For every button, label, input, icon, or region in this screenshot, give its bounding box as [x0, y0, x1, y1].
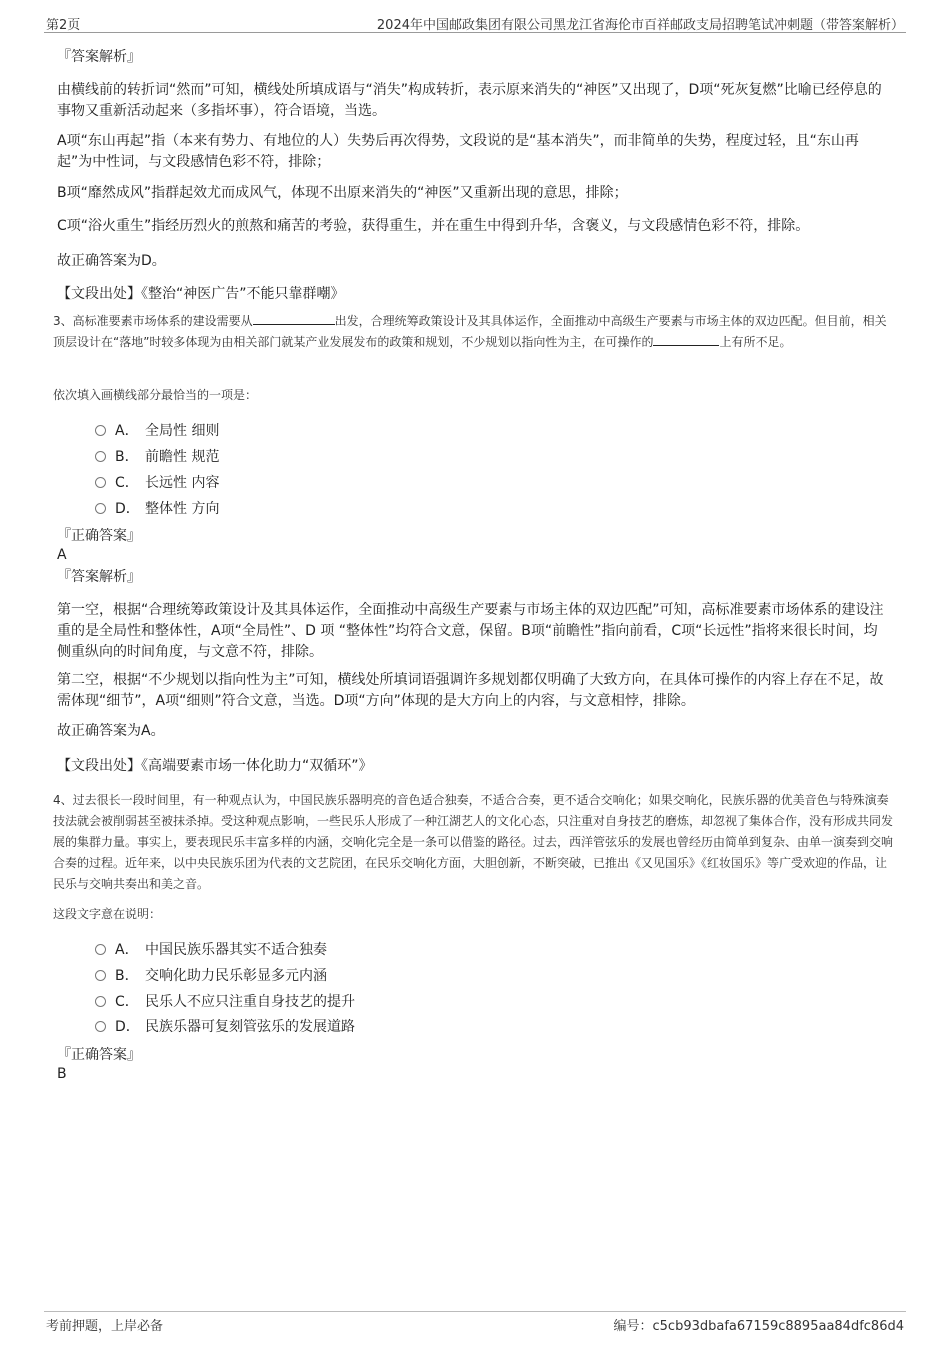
q4-option-a[interactable]: A． 中国民族乐器其实不适合独奏 [95, 939, 595, 961]
q4-prompt: 这段文字意在说明： [53, 907, 162, 921]
q4-answer: B [57, 1066, 67, 1082]
q2-analysis-paragraph-3: B项“靡然成风”指群起效尤而成风气，体现不出原来消失的“神医”又重新出现的意思，排除； [57, 185, 628, 201]
q4-option-c[interactable]: C． 民乐人不应只注重自身技艺的提升 [95, 991, 595, 1013]
q2-source: 【文段出处】《整治“神医广告”不能只靠群嘲》 [57, 286, 345, 302]
q4-answer-label: 『正确答案』 [57, 1047, 141, 1063]
q3-stem-part-1: 3、高标准要素市场体系的建设需要从 [53, 314, 253, 328]
page-header [44, 10, 906, 33]
document-id: 编号：c5cb93dbafa67159c8895aa84dfc86d4 [613, 1319, 904, 1334]
q3-analysis-paragraph-2: 第二空，根据“不少规划以指向性为主”可知，横线处所填词语强调许多规划都仅明确了大致方向，在具体可操作的内容上存在不足，故需体现“细节”，A项“细则”符合文意，当选。D项“方向”体现的是大方向上的内容，与文意相悖，排除。 [57, 672, 884, 709]
q4-option-d[interactable]: D． 民族乐器可复刻管弦乐的发展道路 [95, 1016, 595, 1038]
q3-stem-part-3: 上有所不足。 [719, 335, 792, 349]
q2-analysis-paragraph-1: 由横线前的转折词“然而”可知，横线处所填成语与“消失”构成转折，表示原来消失的“神医”又出现了，D项“死灰复燃”比喻已经停息的事物又重新活动起来（多指坏事），符合语境，当选。 [57, 82, 882, 119]
radio-icon[interactable] [95, 1021, 106, 1032]
radio-icon[interactable] [95, 425, 106, 436]
q3-stem-part-2: 出发，合理统筹政策设计及其具体运作，全面推动中高级生产要素与市场主体的双边匹配。但目前，相关顶层设计在“落地”时较多体现为由相关部门就某产业发展发布的政策和规划，不少规划以指向性为主，在可操作的 [53, 314, 887, 349]
q3-prompt: 依次填入画横线部分最恰当的一项是： [53, 388, 258, 402]
q3-blank-2 [653, 333, 719, 346]
q3-answer: A [57, 547, 67, 563]
radio-icon[interactable] [95, 996, 106, 1007]
q3-blank-1 [253, 312, 335, 325]
q3-option-b[interactable]: B． 前瞻性 规范 [95, 446, 595, 468]
q3-analysis-paragraph-1: 第一空，根据“合理统筹政策设计及其具体运作，全面推动中高级生产要素与市场主体的双边匹配”可知，高标准要素市场体系的建设注重的是全局性和整体性，A项“全局性”、D 项 “整体性”均符合文意，保留。B项“前瞻性”指向前看，C项“长远性”指将来很长时间，均侧重纵向的时间角度，与文意不符，排除。 [57, 602, 884, 660]
q3-analysis-label: 『答案解析』 [57, 569, 141, 585]
radio-icon[interactable] [95, 503, 106, 514]
q3-answer-label: 『正确答案』 [57, 528, 141, 544]
q3-option-c[interactable]: C． 长远性 内容 [95, 472, 595, 494]
q2-analysis-label: 『答案解析』 [57, 49, 141, 65]
footer-slogan: 考前押题，上岸必备 [46, 1319, 164, 1334]
page-footer [44, 1311, 906, 1336]
q2-conclusion: 故正确答案为D。 [57, 253, 166, 269]
q2-analysis-paragraph-2: A项“东山再起”指（本来有势力、有地位的人）失势后再次得势，文段说的是“基本消失”，而非简单的失势，程度过轻，且“东山再起”为中性词，与文段感情色彩不符，排除； [57, 133, 859, 170]
q3-source: 【文段出处】《高端要素市场一体化助力“双循环”》 [57, 758, 373, 774]
radio-icon[interactable] [95, 477, 106, 488]
q4-stem: 4、过去很长一段时间里，有一种观点认为，中国民族乐器明亮的音色适合独奏，不适合合奏，更不适合交响化；如果交响化，民族乐器的优美音色与特殊演奏技法就会被削弱甚至被抹杀掉。受这种观点影响，一些民乐人形成了一种江湖艺人的文化心态，只注重对自身技艺的磨炼，却忽视了集体合作，没有形成共同发展的集群力量。事实上，要表现民乐丰富多样的内涵，交响化完全是一条可以借鉴的路径。过去，西洋管弦乐的发展也曾经历由简单到复杂、由单一演奏到交响合奏的过程。近年来，以中央民族乐团为代表的文艺院团，在民乐交响化方面，大胆创新，不断突破，已推出《又见国乐》《红妆国乐》等广受欢迎的作品，让民乐与交响共奏出和美之音。 [53, 793, 894, 891]
page-number: 第2页 [46, 18, 81, 33]
q3-conclusion: 故正确答案为A。 [57, 723, 165, 739]
q3-stem [53, 311, 898, 353]
radio-icon[interactable] [95, 451, 106, 462]
q3-option-d[interactable]: D． 整体性 方向 [95, 498, 595, 520]
q4-option-b[interactable]: B． 交响化助力民乐彰显多元内涵 [95, 965, 595, 987]
q3-option-a[interactable]: A． 全局性 细则 [95, 420, 595, 442]
radio-icon[interactable] [95, 970, 106, 981]
document-title: 2024年中国邮政集团有限公司黑龙江省海伦市百祥邮政支局招聘笔试冲刺题（带答案解析） [376, 18, 904, 33]
radio-icon[interactable] [95, 944, 106, 955]
q2-analysis-paragraph-4: C项“浴火重生”指经历烈火的煎熬和痛苦的考验，获得重生，并在重生中得到升华，含褒义，与文段感情色彩不符，排除。 [57, 218, 810, 234]
